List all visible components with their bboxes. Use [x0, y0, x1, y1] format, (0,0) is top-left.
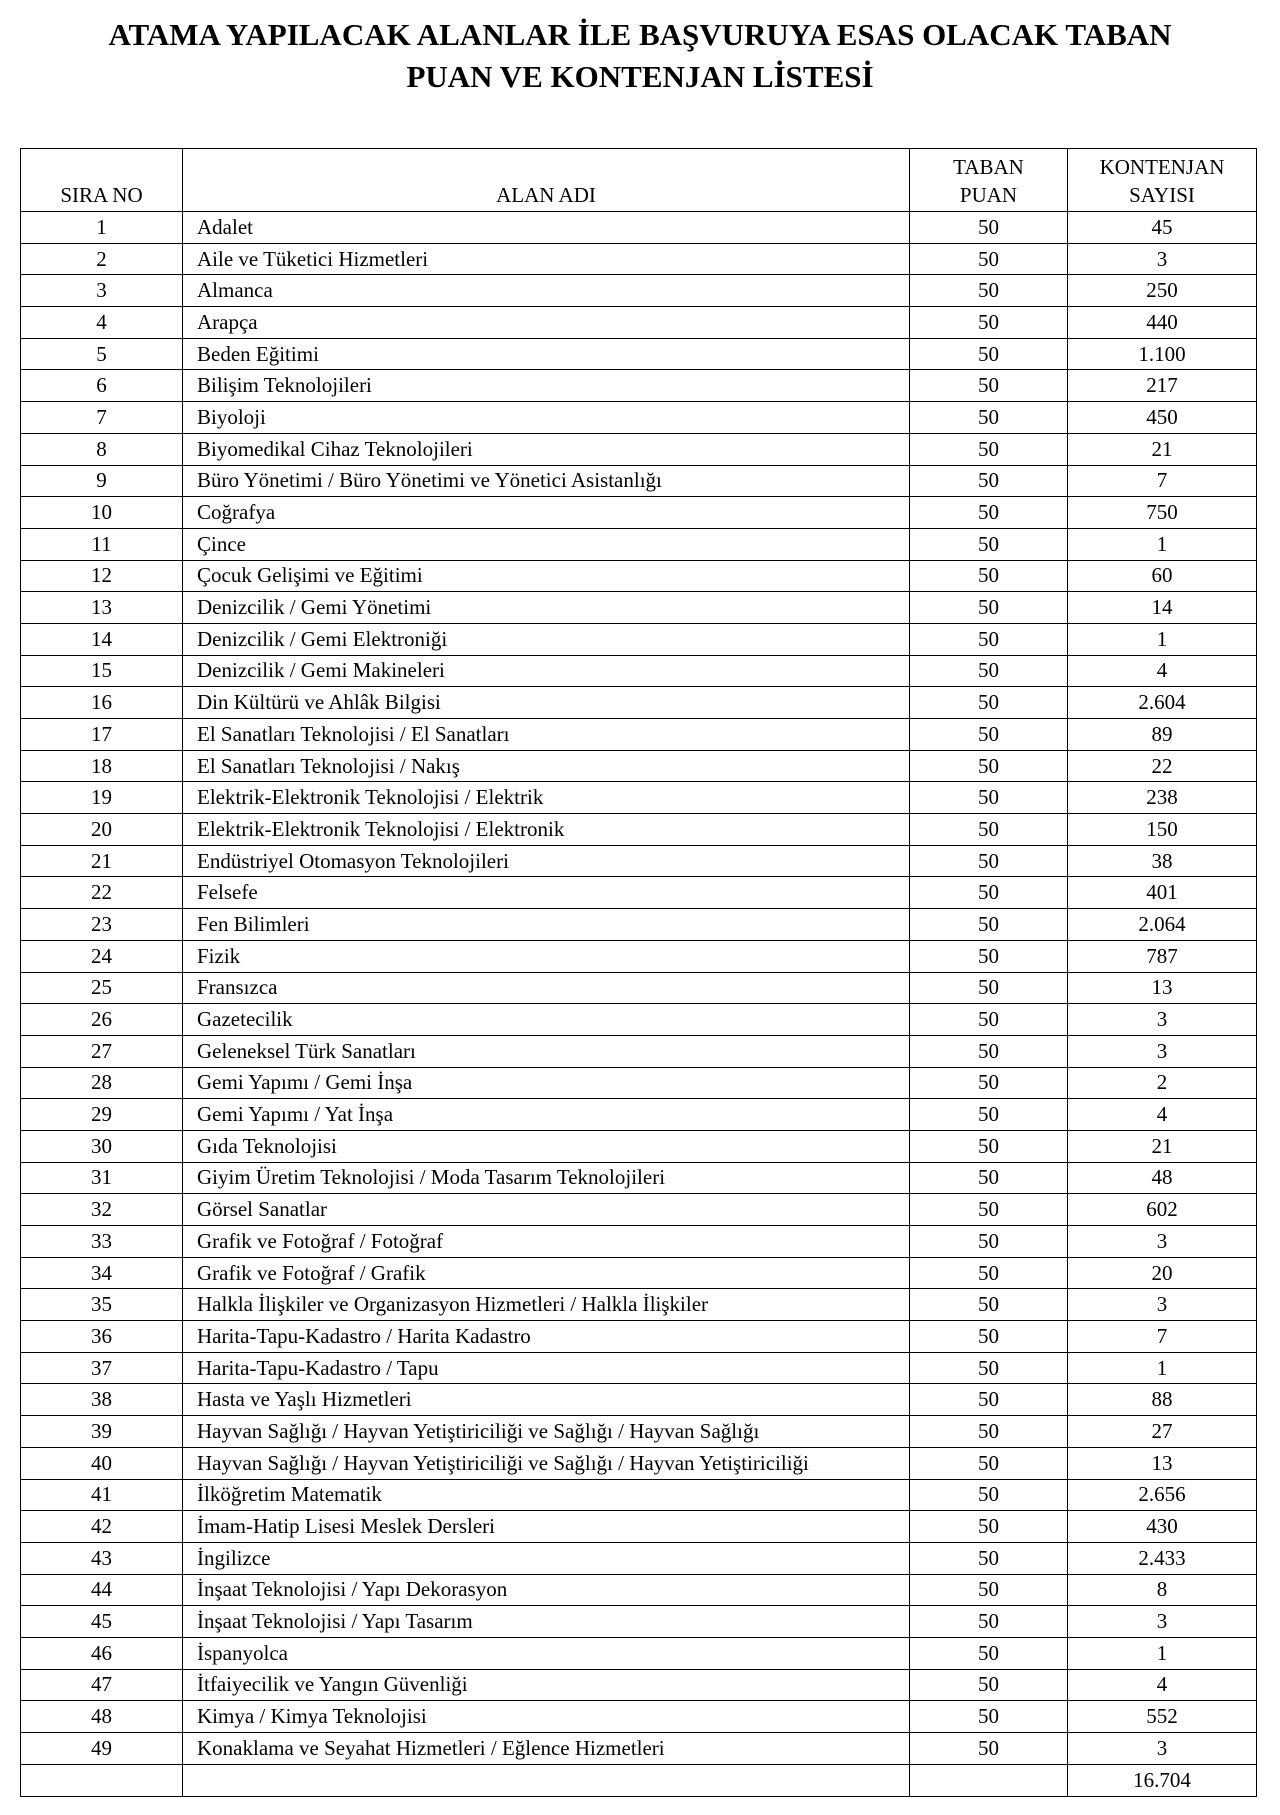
- quota-count-cell: 2.064: [1068, 909, 1257, 941]
- row-number-cell: 12: [21, 560, 183, 592]
- quota-count-cell: 1: [1068, 1637, 1257, 1669]
- field-name-cell: Fizik: [183, 940, 910, 972]
- table-row: [21, 1289, 1257, 1321]
- row-number-cell: 32: [21, 1194, 183, 1226]
- table-row: [21, 655, 1257, 687]
- base-score-cell: 50: [910, 370, 1068, 402]
- table-row: [21, 972, 1257, 1004]
- field-name-cell: Kimya / Kimya Teknolojisi: [183, 1701, 910, 1733]
- table-row: [21, 307, 1257, 339]
- base-score-cell: 50: [910, 560, 1068, 592]
- quota-count-cell: 3: [1068, 243, 1257, 275]
- header-taban-puan: [910, 149, 1068, 212]
- quota-count-cell: 3: [1068, 1226, 1257, 1258]
- quota-count-cell: 3: [1068, 1606, 1257, 1638]
- quota-count-cell: 1: [1068, 623, 1257, 655]
- table-row: [21, 1542, 1257, 1574]
- quota-count-cell: 13: [1068, 972, 1257, 1004]
- base-score-cell: 50: [910, 275, 1068, 307]
- header-kontenjan-sayisi: [1068, 149, 1257, 212]
- field-name-cell: Denizcilik / Gemi Makineleri: [183, 655, 910, 687]
- field-name-cell: Beden Eğitimi: [183, 338, 910, 370]
- table-row: [21, 1384, 1257, 1416]
- row-number-cell: 17: [21, 719, 183, 751]
- base-score-cell: 50: [910, 1162, 1068, 1194]
- row-number-cell: 37: [21, 1352, 183, 1384]
- table-row: [21, 1447, 1257, 1479]
- row-number-cell: 8: [21, 433, 183, 465]
- quota-count-cell: 602: [1068, 1194, 1257, 1226]
- quota-count-cell: 48: [1068, 1162, 1257, 1194]
- quota-count-cell: 4: [1068, 655, 1257, 687]
- row-number-cell: 19: [21, 782, 183, 814]
- field-name-cell: İtfaiyecilik ve Yangın Güvenliği: [183, 1669, 910, 1701]
- quota-count-cell: 60: [1068, 560, 1257, 592]
- table-row: [21, 1130, 1257, 1162]
- row-number-cell: 3: [21, 275, 183, 307]
- header-taban-puan-line-2: PUAN: [959, 183, 1018, 207]
- total-row: [21, 1764, 1257, 1796]
- table-row: [21, 940, 1257, 972]
- field-name-cell: Görsel Sanatlar: [183, 1194, 910, 1226]
- header-sira-no: SIRA NO: [21, 149, 183, 212]
- row-number-cell: 34: [21, 1257, 183, 1289]
- table-row: [21, 1004, 1257, 1036]
- quota-count-cell: 3: [1068, 1289, 1257, 1321]
- row-number-cell: 15: [21, 655, 183, 687]
- quota-count-cell: 4: [1068, 1099, 1257, 1131]
- base-score-cell: 50: [910, 1574, 1068, 1606]
- quota-count-cell: 250: [1068, 275, 1257, 307]
- base-score-cell: 50: [910, 940, 1068, 972]
- field-name-cell: El Sanatları Teknolojisi / El Sanatları: [183, 719, 910, 751]
- field-name-cell: El Sanatları Teknolojisi / Nakış: [183, 750, 910, 782]
- header-kontenjan-line-1: KONTENJAN: [1099, 155, 1225, 179]
- base-score-cell: 50: [910, 845, 1068, 877]
- quota-count-cell: 7: [1068, 465, 1257, 497]
- field-name-cell: Denizcilik / Gemi Yönetimi: [183, 592, 910, 624]
- table-row: [21, 782, 1257, 814]
- field-name-cell: Hayvan Sağlığı / Hayvan Yetiştiriciliği ve Sağlığı / Hayvan Yetiştiriciliği: [183, 1447, 910, 1479]
- base-score-cell: 50: [910, 1447, 1068, 1479]
- base-score-cell: 50: [910, 307, 1068, 339]
- table-row: [21, 814, 1257, 846]
- table-row: [21, 845, 1257, 877]
- row-number-cell: 43: [21, 1542, 183, 1574]
- quota-count-cell: 89: [1068, 719, 1257, 751]
- base-score-cell: 50: [910, 719, 1068, 751]
- row-number-cell: 36: [21, 1321, 183, 1353]
- row-number-cell: 16: [21, 687, 183, 719]
- table-row: [21, 560, 1257, 592]
- field-name-cell: İngilizce: [183, 1542, 910, 1574]
- row-number-cell: 33: [21, 1226, 183, 1258]
- quota-count-cell: 88: [1068, 1384, 1257, 1416]
- quota-count-cell: 13: [1068, 1447, 1257, 1479]
- table-footer: [21, 1764, 1257, 1796]
- base-score-cell: 50: [910, 402, 1068, 434]
- row-number-cell: 7: [21, 402, 183, 434]
- table-row: [21, 465, 1257, 497]
- base-score-cell: 50: [910, 433, 1068, 465]
- field-name-cell: Büro Yönetimi / Büro Yönetimi ve Yönetici Asistanlığı: [183, 465, 910, 497]
- table-row: [21, 1099, 1257, 1131]
- field-name-cell: Coğrafya: [183, 497, 910, 529]
- field-name-cell: Biyomedikal Cihaz Teknolojileri: [183, 433, 910, 465]
- field-name-cell: Grafik ve Fotoğraf / Fotoğraf: [183, 1226, 910, 1258]
- row-number-cell: 49: [21, 1733, 183, 1765]
- row-number-cell: 11: [21, 528, 183, 560]
- row-number-cell: 44: [21, 1574, 183, 1606]
- table-row: [21, 1416, 1257, 1448]
- table-header: [21, 149, 1257, 212]
- row-number-cell: 4: [21, 307, 183, 339]
- quota-count-cell: 2.656: [1068, 1479, 1257, 1511]
- quota-count-cell: 1: [1068, 1352, 1257, 1384]
- base-score-cell: 50: [910, 1099, 1068, 1131]
- quota-table: [20, 148, 1257, 1797]
- quota-count-cell: 20: [1068, 1257, 1257, 1289]
- row-number-cell: 48: [21, 1701, 183, 1733]
- base-score-cell: 50: [910, 972, 1068, 1004]
- base-score-cell: 50: [910, 1067, 1068, 1099]
- base-score-cell: 50: [910, 1226, 1068, 1258]
- field-name-cell: Grafik ve Fotoğraf / Grafik: [183, 1257, 910, 1289]
- base-score-cell: 50: [910, 1130, 1068, 1162]
- quota-count-cell: 7: [1068, 1321, 1257, 1353]
- base-score-cell: 50: [910, 1637, 1068, 1669]
- row-number-cell: 26: [21, 1004, 183, 1036]
- table-row: [21, 592, 1257, 624]
- table-row: [21, 1574, 1257, 1606]
- row-number-cell: 28: [21, 1067, 183, 1099]
- quota-count-cell: 552: [1068, 1701, 1257, 1733]
- base-score-cell: 50: [910, 1035, 1068, 1067]
- field-name-cell: Felsefe: [183, 877, 910, 909]
- table-row: [21, 433, 1257, 465]
- table-row: [21, 1511, 1257, 1543]
- table-row: [21, 1226, 1257, 1258]
- base-score-cell: 50: [910, 1384, 1068, 1416]
- row-number-cell: 46: [21, 1637, 183, 1669]
- table-row: [21, 1637, 1257, 1669]
- base-score-cell: 50: [910, 338, 1068, 370]
- field-name-cell: Biyoloji: [183, 402, 910, 434]
- quota-count-cell: 21: [1068, 433, 1257, 465]
- field-name-cell: Aile ve Tüketici Hizmetleri: [183, 243, 910, 275]
- base-score-cell: 50: [910, 497, 1068, 529]
- base-score-cell: 50: [910, 1701, 1068, 1733]
- field-name-cell: Giyim Üretim Teknolojisi / Moda Tasarım Teknolojileri: [183, 1162, 910, 1194]
- base-score-cell: 50: [910, 1479, 1068, 1511]
- field-name-cell: Çince: [183, 528, 910, 560]
- quota-count-cell: 27: [1068, 1416, 1257, 1448]
- row-number-cell: 45: [21, 1606, 183, 1638]
- row-number-cell: 35: [21, 1289, 183, 1321]
- base-score-cell: 50: [910, 750, 1068, 782]
- quota-count-cell: 3: [1068, 1733, 1257, 1765]
- quota-count-cell: 45: [1068, 212, 1257, 244]
- base-score-cell: 50: [910, 909, 1068, 941]
- quota-count-cell: 3: [1068, 1035, 1257, 1067]
- total-quota-cell: 16.704: [1068, 1764, 1257, 1796]
- row-number-cell: 9: [21, 465, 183, 497]
- row-number-cell: 20: [21, 814, 183, 846]
- total-empty-cell: [183, 1764, 910, 1796]
- quota-count-cell: 22: [1068, 750, 1257, 782]
- table-row: [21, 1479, 1257, 1511]
- table-row: [21, 338, 1257, 370]
- quota-count-cell: 4: [1068, 1669, 1257, 1701]
- field-name-cell: Denizcilik / Gemi Elektroniği: [183, 623, 910, 655]
- table-row: [21, 1257, 1257, 1289]
- base-score-cell: 50: [910, 1542, 1068, 1574]
- table-row: [21, 497, 1257, 529]
- table-row: [21, 719, 1257, 751]
- base-score-cell: 50: [910, 1511, 1068, 1543]
- table-row: [21, 909, 1257, 941]
- base-score-cell: 50: [910, 1733, 1068, 1765]
- row-number-cell: 42: [21, 1511, 183, 1543]
- header-taban-puan-line-1: TABAN: [953, 155, 1024, 179]
- quota-count-cell: 2.604: [1068, 687, 1257, 719]
- field-name-cell: Geleneksel Türk Sanatları: [183, 1035, 910, 1067]
- field-name-cell: Hayvan Sağlığı / Hayvan Yetiştiriciliği ve Sağlığı / Hayvan Sağlığı: [183, 1416, 910, 1448]
- table-row: [21, 623, 1257, 655]
- page-title-line-2: PUAN VE KONTENJAN LİSTESİ: [406, 59, 874, 94]
- quota-count-cell: 1: [1068, 528, 1257, 560]
- quota-count-cell: 21: [1068, 1130, 1257, 1162]
- base-score-cell: 50: [910, 1321, 1068, 1353]
- base-score-cell: 50: [910, 877, 1068, 909]
- field-name-cell: Harita-Tapu-Kadastro / Tapu: [183, 1352, 910, 1384]
- field-name-cell: Endüstriyel Otomasyon Teknolojileri: [183, 845, 910, 877]
- field-name-cell: İnşaat Teknolojisi / Yapı Tasarım: [183, 1606, 910, 1638]
- table-row: [21, 1669, 1257, 1701]
- table-row: [21, 1606, 1257, 1638]
- row-number-cell: 6: [21, 370, 183, 402]
- table-row: [21, 370, 1257, 402]
- row-number-cell: 25: [21, 972, 183, 1004]
- table-row: [21, 1701, 1257, 1733]
- quota-count-cell: 3: [1068, 1004, 1257, 1036]
- table-row: [21, 402, 1257, 434]
- row-number-cell: 40: [21, 1447, 183, 1479]
- table-row: [21, 1162, 1257, 1194]
- field-name-cell: Gıda Teknolojisi: [183, 1130, 910, 1162]
- field-name-cell: Halkla İlişkiler ve Organizasyon Hizmetleri / Halkla İlişkiler: [183, 1289, 910, 1321]
- field-name-cell: İlköğretim Matematik: [183, 1479, 910, 1511]
- base-score-cell: 50: [910, 687, 1068, 719]
- quota-count-cell: 787: [1068, 940, 1257, 972]
- field-name-cell: Almanca: [183, 275, 910, 307]
- base-score-cell: 50: [910, 623, 1068, 655]
- quota-count-cell: 217: [1068, 370, 1257, 402]
- quota-count-cell: 440: [1068, 307, 1257, 339]
- quota-count-cell: 1.100: [1068, 338, 1257, 370]
- total-empty-cell: [910, 1764, 1068, 1796]
- quota-count-cell: 38: [1068, 845, 1257, 877]
- base-score-cell: 50: [910, 465, 1068, 497]
- base-score-cell: 50: [910, 1352, 1068, 1384]
- row-number-cell: 23: [21, 909, 183, 941]
- row-number-cell: 24: [21, 940, 183, 972]
- table-body: [21, 212, 1257, 1765]
- base-score-cell: 50: [910, 1194, 1068, 1226]
- row-number-cell: 1: [21, 212, 183, 244]
- row-number-cell: 27: [21, 1035, 183, 1067]
- field-name-cell: Çocuk Gelişimi ve Eğitimi: [183, 560, 910, 592]
- field-name-cell: Fen Bilimleri: [183, 909, 910, 941]
- base-score-cell: 50: [910, 243, 1068, 275]
- field-name-cell: İnşaat Teknolojisi / Yapı Dekorasyon: [183, 1574, 910, 1606]
- field-name-cell: Gazetecilik: [183, 1004, 910, 1036]
- row-number-cell: 22: [21, 877, 183, 909]
- table-row: [21, 528, 1257, 560]
- field-name-cell: Hasta ve Yaşlı Hizmetleri: [183, 1384, 910, 1416]
- field-name-cell: Elektrik-Elektronik Teknolojisi / Elektrik: [183, 782, 910, 814]
- table-row: [21, 1067, 1257, 1099]
- quota-count-cell: 450: [1068, 402, 1257, 434]
- row-number-cell: 47: [21, 1669, 183, 1701]
- field-name-cell: Konaklama ve Seyahat Hizmetleri / Eğlence Hizmetleri: [183, 1733, 910, 1765]
- row-number-cell: 14: [21, 623, 183, 655]
- base-score-cell: 50: [910, 528, 1068, 560]
- page-title: [0, 14, 1280, 98]
- row-number-cell: 41: [21, 1479, 183, 1511]
- base-score-cell: 50: [910, 814, 1068, 846]
- quota-count-cell: 750: [1068, 497, 1257, 529]
- field-name-cell: Arapça: [183, 307, 910, 339]
- table-row: [21, 1194, 1257, 1226]
- field-name-cell: Elektrik-Elektronik Teknolojisi / Elektronik: [183, 814, 910, 846]
- quota-count-cell: 430: [1068, 1511, 1257, 1543]
- quota-count-cell: 2.433: [1068, 1542, 1257, 1574]
- base-score-cell: 50: [910, 592, 1068, 624]
- table-row: [21, 243, 1257, 275]
- row-number-cell: 10: [21, 497, 183, 529]
- base-score-cell: 50: [910, 1669, 1068, 1701]
- row-number-cell: 29: [21, 1099, 183, 1131]
- row-number-cell: 21: [21, 845, 183, 877]
- table-row: [21, 687, 1257, 719]
- row-number-cell: 5: [21, 338, 183, 370]
- table-row: [21, 1352, 1257, 1384]
- row-number-cell: 2: [21, 243, 183, 275]
- header-alan-adi: ALAN ADI: [183, 149, 910, 212]
- field-name-cell: İmam-Hatip Lisesi Meslek Dersleri: [183, 1511, 910, 1543]
- base-score-cell: 50: [910, 1004, 1068, 1036]
- row-number-cell: 31: [21, 1162, 183, 1194]
- base-score-cell: 50: [910, 212, 1068, 244]
- field-name-cell: Fransızca: [183, 972, 910, 1004]
- base-score-cell: 50: [910, 655, 1068, 687]
- field-name-cell: Harita-Tapu-Kadastro / Harita Kadastro: [183, 1321, 910, 1353]
- total-empty-cell: [21, 1764, 183, 1796]
- row-number-cell: 30: [21, 1130, 183, 1162]
- table-row: [21, 275, 1257, 307]
- table-row: [21, 750, 1257, 782]
- quota-count-cell: 2: [1068, 1067, 1257, 1099]
- field-name-cell: Gemi Yapımı / Gemi İnşa: [183, 1067, 910, 1099]
- base-score-cell: 50: [910, 782, 1068, 814]
- quota-count-cell: 150: [1068, 814, 1257, 846]
- quota-count-cell: 8: [1068, 1574, 1257, 1606]
- quota-count-cell: 238: [1068, 782, 1257, 814]
- row-number-cell: 39: [21, 1416, 183, 1448]
- row-number-cell: 13: [21, 592, 183, 624]
- field-name-cell: Bilişim Teknolojileri: [183, 370, 910, 402]
- table-row: [21, 1733, 1257, 1765]
- row-number-cell: 38: [21, 1384, 183, 1416]
- row-number-cell: 18: [21, 750, 183, 782]
- page-title-line-1: ATAMA YAPILACAK ALANLAR İLE BAŞVURUYA ESAS OLACAK TABAN: [108, 17, 1172, 52]
- field-name-cell: Adalet: [183, 212, 910, 244]
- quota-count-cell: 14: [1068, 592, 1257, 624]
- field-name-cell: Din Kültürü ve Ahlâk Bilgisi: [183, 687, 910, 719]
- table-row: [21, 1035, 1257, 1067]
- field-name-cell: İspanyolca: [183, 1637, 910, 1669]
- quota-count-cell: 401: [1068, 877, 1257, 909]
- table-row: [21, 877, 1257, 909]
- table-row: [21, 1321, 1257, 1353]
- base-score-cell: 50: [910, 1416, 1068, 1448]
- field-name-cell: Gemi Yapımı / Yat İnşa: [183, 1099, 910, 1131]
- table-row: [21, 212, 1257, 244]
- base-score-cell: 50: [910, 1606, 1068, 1638]
- base-score-cell: 50: [910, 1257, 1068, 1289]
- base-score-cell: 50: [910, 1289, 1068, 1321]
- header-kontenjan-line-2: SAYISI: [1129, 183, 1195, 207]
